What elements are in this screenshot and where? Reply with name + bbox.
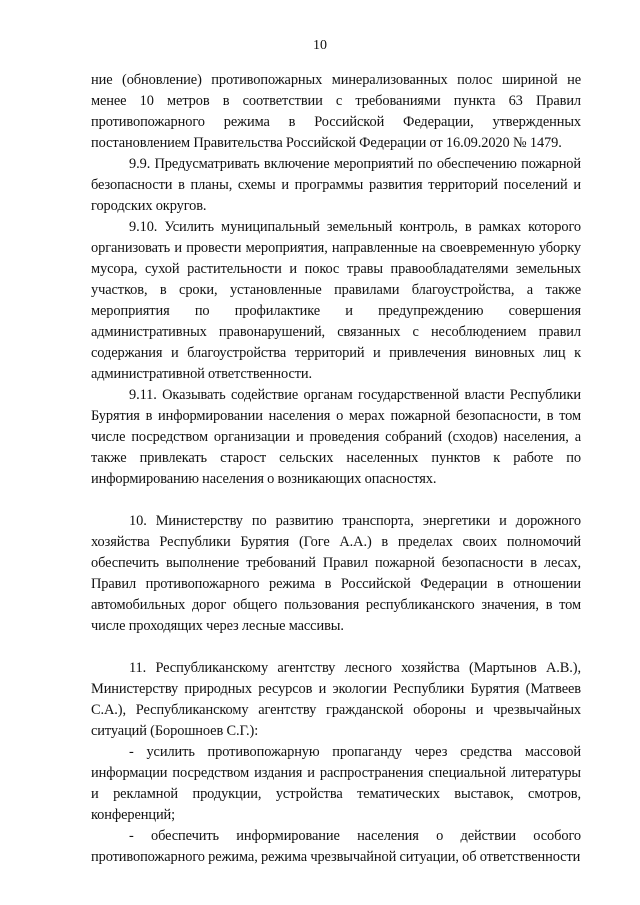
paragraph: - усилить противопожарную пропаганду через средства массовой информации посредством издания и распространения специальной литературы и рекламной продукции, устройства тематических выставок, смотров, конференций; bbox=[91, 744, 581, 823]
document-body bbox=[91, 70, 581, 868]
paragraph: - обеспечить информирование населения о действии особого противопожарного режима, режима чрезвычайной ситуации, об ответственности bbox=[91, 828, 581, 865]
paragraph: 11. Республиканскому агентству лесного хозяйства (Мартынов А.В.), Министерству природных ресурсов и экологии Республики Бурятия (Матвеев С.А.), Республиканскому агентству гражданской обороны и чрезвычайных ситуаций (Борошноев С.Г.): bbox=[91, 660, 581, 739]
paragraph: ние (обновление) противопожарных минерализованных полос шириной не менее 10 метров в соответствии с требованиями пункта 63 Правил противопожарного режима в Российской Федерации, утвержденных постановлением Правительства Российской Федерации от 16.09.2020 № 1479. bbox=[91, 72, 581, 151]
paragraph: 9.10. Усилить муниципальный земельный контроль, в рамках которого организовать и провести мероприятия, направленные на своевременную уборку мусора, сухой растительности и покос травы правообладателями земельных участков, в сроки, установленные правилами благоустройства, а также мероприятия по профилактике и предупреждению совершения административных правонарушений, связанных с несоблюдением правил содержания и благоустройства территорий и привлечения виновных лиц к административной ответственности. bbox=[91, 219, 581, 382]
paragraph: 9.11. Оказывать содействие органам государственной власти Республики Бурятия в информировании населения о мерах пожарной безопасности, в том числе посредством организации и проведения собраний (сходов) населения, а также привлекать старост сельских населенных пунктов к работе по информированию населения о возникающих опасностях. bbox=[91, 387, 581, 487]
paragraph: 9.9. Предусматривать включение мероприятий по обеспечению пожарной безопасности в планы, схемы и программы развития территорий поселений и городских округов. bbox=[91, 156, 581, 214]
paragraph: 10. Министерству по развитию транспорта, энергетики и дорожного хозяйства Республики Бурятия (Гоге А.А.) в пределах своих полномочий обеспечить выполнение требований Правил пожарной безопасности в лесах, Правил противопожарного режима в Российской Федерации в отношении автомобильных дорог общего пользования республиканского значения, в том числе проходящих через лесные массивы. bbox=[91, 513, 581, 634]
page-number: 10 bbox=[313, 38, 327, 53]
